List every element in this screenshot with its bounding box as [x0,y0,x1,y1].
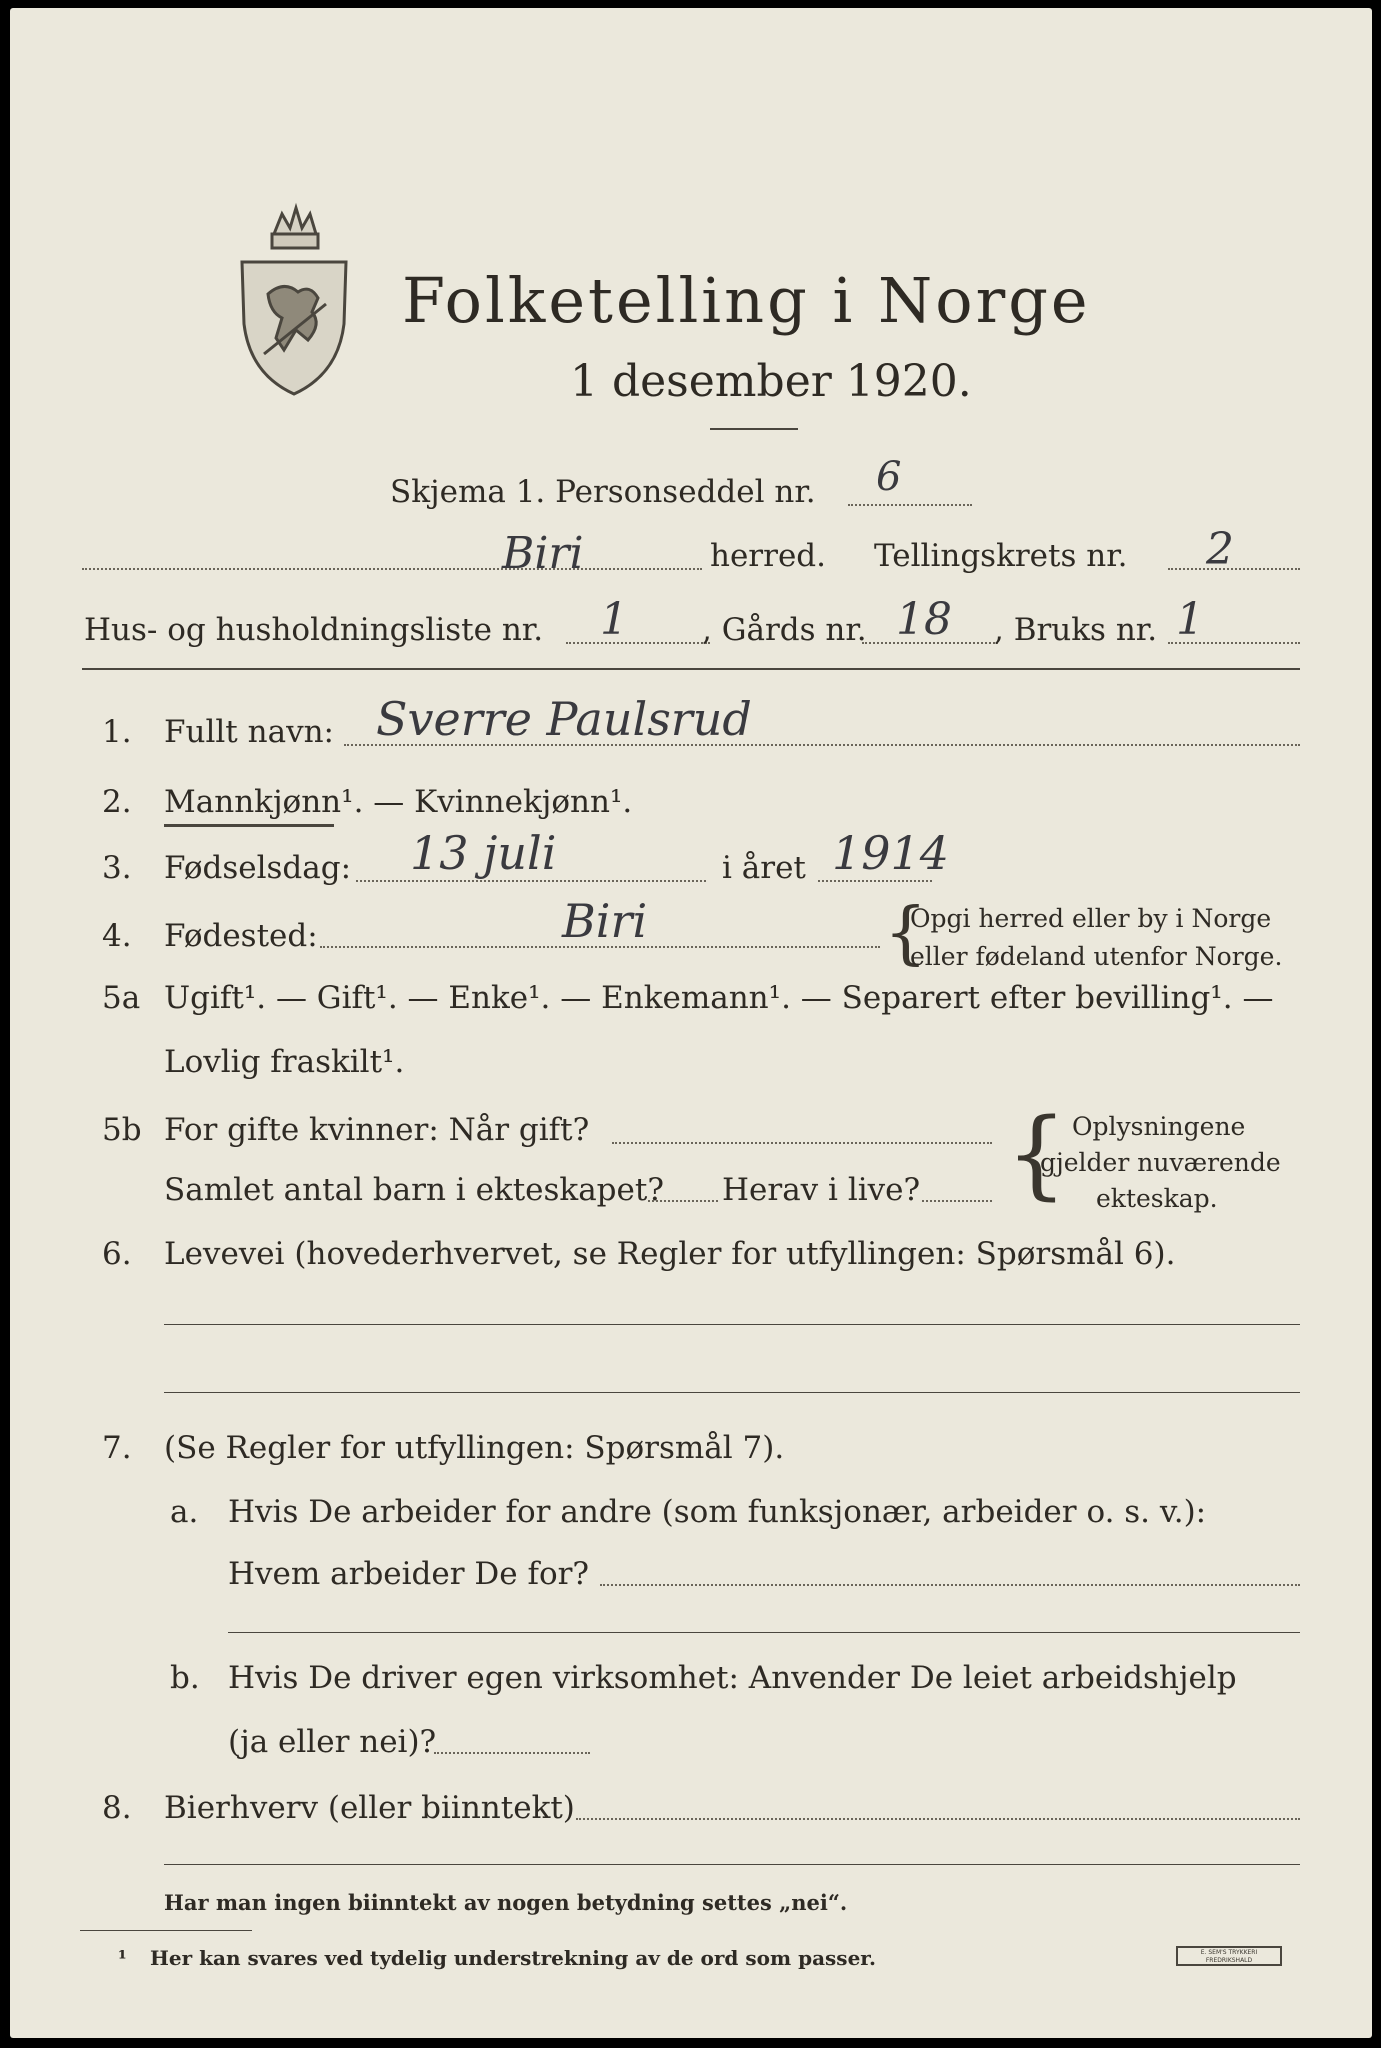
header-separator [82,668,1300,670]
q7-number: 7. [102,1430,132,1466]
q1-label: Fullt navn: [164,714,334,750]
marital-options-cont[interactable]: Lovlig fraskilt¹. [164,1044,405,1080]
birthplace-value: Biri [562,894,648,948]
no-income-note: Har man ingen biinntekt av nogen betydning settes „nei“. [164,1890,848,1915]
gender-underline [164,824,334,827]
q5b-note-line3: ekteskap. [1096,1184,1218,1213]
q5b-number: 5b [102,1112,142,1148]
q8-label: Bierhverv (eller biinntekt) [164,1790,575,1826]
q5b-note-line2: gjelder nuværende [1040,1148,1281,1177]
q2-number: 2. [102,784,132,820]
children-count-label: Samlet antal barn i ekteskapet? [164,1172,664,1208]
schema-label: Skjema 1. Personseddel nr. [390,474,816,510]
q6-number: 6. [102,1236,132,1272]
birth-year-value: 1914 [832,826,950,880]
liste-field[interactable] [566,642,710,644]
q7a-number: a. [170,1494,199,1530]
q4-number: 4. [102,918,132,954]
krets-field[interactable] [1168,568,1300,570]
q4-brace: { [884,894,928,973]
q5b-note-line1: Oplysningene [1072,1112,1246,1141]
footnote-rule [80,1930,252,1931]
birth-year-field[interactable] [818,880,932,882]
krets-value: 2 [1206,524,1234,575]
occupation-line-1[interactable] [164,1324,1300,1325]
side-income-line-2[interactable] [164,1864,1300,1865]
q8-number: 8. [102,1790,132,1826]
q7a-line1: Hvis De arbeider for andre (som funksjonær, arbeider o. s. v.): [228,1494,1207,1530]
printer-mark [1176,1946,1282,1966]
census-form [10,8,1372,2038]
liste-value: 1 [600,594,628,645]
q4-note-line1: Opgi herred eller by i Norge [910,904,1272,933]
gards-label: , Gårds nr. [702,612,867,648]
q3-label: Fødselsdag: [164,850,352,886]
q1-number: 1. [102,714,132,750]
employer-field[interactable] [600,1584,1300,1586]
employer-line-2[interactable] [228,1632,1300,1633]
birthday-value: 13 juli [410,826,557,880]
children-alive-field[interactable] [922,1200,992,1202]
printer-mark-text: E. SEM'S TRYKKERI FREDRIKSHALD [1200,1949,1258,1964]
coat-of-arms-icon [234,194,354,400]
children-count-field[interactable] [648,1200,718,1202]
q7-label: (Se Regler for utfyllingen: Spørsmål 7). [164,1430,785,1466]
q7b-line2: (ja eller nei)? [228,1724,437,1760]
q7b-line1: Hvis De driver egen virksomhet: Anvender De leiet arbeidshjelp [228,1660,1237,1696]
form-title: Folketelling i Norge [402,264,1091,337]
krets-label: Tellingskrets nr. [874,538,1128,574]
q7a-line2: Hvem arbeider De for? [228,1556,590,1592]
occupation-line-2[interactable] [164,1392,1300,1393]
married-when-field[interactable] [612,1142,992,1144]
q4-label: Fødested: [164,918,318,954]
form-date: 1 desember 1920. [570,356,972,407]
q3-number: 3. [102,850,132,886]
hired-help-field[interactable] [434,1752,590,1754]
herred-field[interactable] [82,568,702,570]
herred-label: herred. [710,538,826,574]
footnote-marker: ¹ [118,1946,127,1970]
q5b-brace: { [1006,1098,1068,1210]
footnote-text: Her kan svares ved tydelig understrekning av de ord som passer. [150,1946,876,1970]
personseddel-value: 6 [876,454,902,500]
birthday-field[interactable] [356,880,706,882]
children-alive-label: Herav i live? [722,1172,921,1208]
full-name-value: Sverre Paulsrud [376,692,752,746]
gender-options[interactable]: Mannkjønn¹. — Kvinnekjønn¹. [164,784,633,820]
q7b-number: b. [170,1660,200,1696]
title-divider [710,428,798,430]
bruks-label: , Bruks nr. [994,612,1158,648]
side-income-field[interactable] [576,1818,1300,1820]
personseddel-field[interactable] [848,504,972,506]
q6-label: Levevei (hovederhvervet, se Regler for utfyllingen: Spørsmål 6). [164,1236,1176,1272]
marital-options[interactable]: Ugift¹. — Gift¹. — Enke¹. — Enkemann¹. — Separert efter bevilling¹. — [164,980,1274,1016]
gards-value: 18 [896,594,952,645]
q4-note-line2: eller fødeland utenfor Norge. [910,942,1283,971]
herred-value: Biri [502,528,584,579]
q5a-number: 5a [102,980,141,1016]
married-when-label: For gifte kvinner: Når gift? [164,1112,590,1148]
bruks-value: 1 [1176,594,1204,645]
liste-label: Hus- og husholdningsliste nr. [84,612,544,648]
year-label: i året [722,850,806,886]
